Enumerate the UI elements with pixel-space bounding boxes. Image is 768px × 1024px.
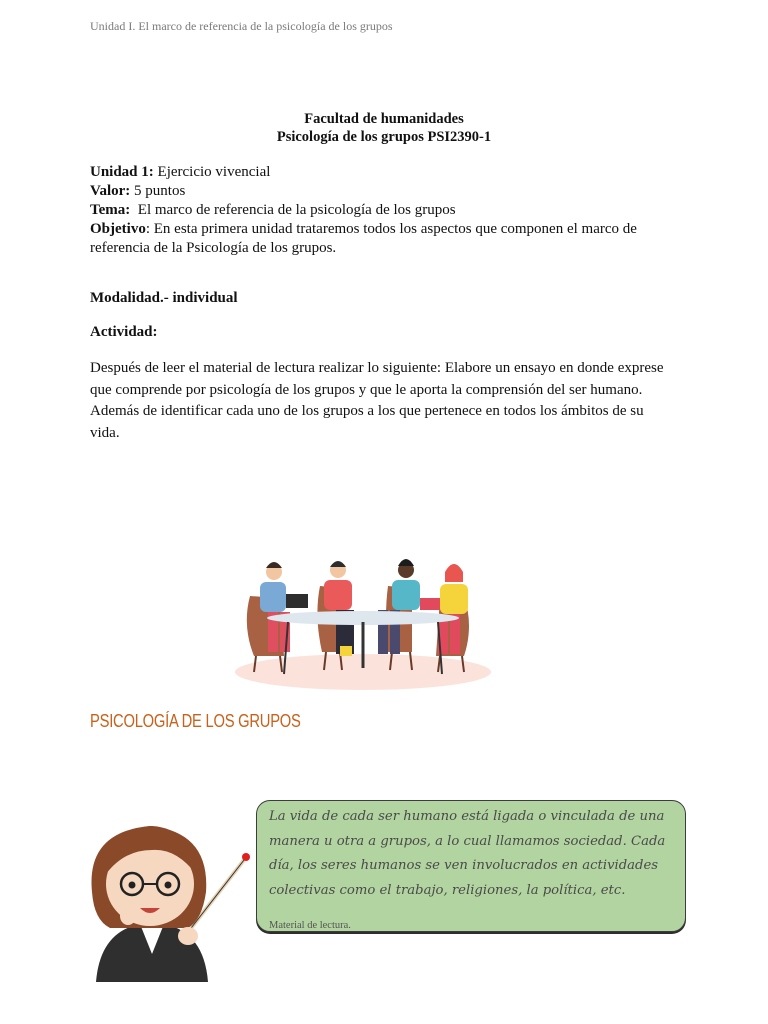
objetivo-label: Objetivo [90, 221, 146, 237]
quote-text: La vida de cada ser humano está ligada o vinculada de una manera u otra a grupos, a lo cual llamamos sociedad. Cada día, los seres humanos se ven involucrados en actividades colectivas como el trabajo, religiones, la política, etc. [269, 809, 666, 898]
unidad-value: Ejercicio vivencial [153, 164, 271, 180]
tema-label: Tema: [90, 202, 131, 218]
section-title: PSICOLOGÍA DE LOS GRUPOS [90, 711, 301, 731]
quote-box [256, 800, 686, 932]
objetivo-line [90, 220, 650, 258]
quote-source: Material de lectura. [269, 920, 351, 931]
teacher-pointer-illustration [78, 812, 256, 982]
assignment-info [90, 163, 650, 258]
tema-line [90, 201, 650, 220]
objetivo-value: : En esta primera unidad trataremos todos los aspectos que componen el marco de referencia de la Psicología de los grupos. [90, 221, 637, 256]
group-meeting-illustration [228, 556, 498, 696]
unidad-line [90, 163, 650, 182]
tema-value: El marco de referencia de la psicología de los grupos [130, 202, 456, 218]
faculty-title: Facultad de humanidades [304, 111, 464, 127]
course-title: Psicología de los grupos PSI2390-1 [276, 129, 492, 145]
valor-label: Valor: [90, 183, 131, 199]
unidad-label: Unidad 1: [90, 164, 154, 180]
valor-line [90, 182, 650, 201]
activity-paragraph: Después de leer el material de lectura realizar lo siguiente: Elabore un ensayo en donde exprese que comprende por psicología de los grupos y que le aporta la comprensión del ser humano. Además de identificar cada uno de los grupos a los que pertenece en todos los ámbitos de su vida. [90, 360, 664, 441]
document-title [0, 110, 768, 146]
modalidad-heading: Modalidad.- individual [90, 290, 238, 306]
running-header: Unidad I. El marco de referencia de la psicología de los grupos [90, 19, 393, 33]
valor-value: 5 puntos [130, 183, 186, 199]
actividad-heading: Actividad: [90, 324, 158, 340]
